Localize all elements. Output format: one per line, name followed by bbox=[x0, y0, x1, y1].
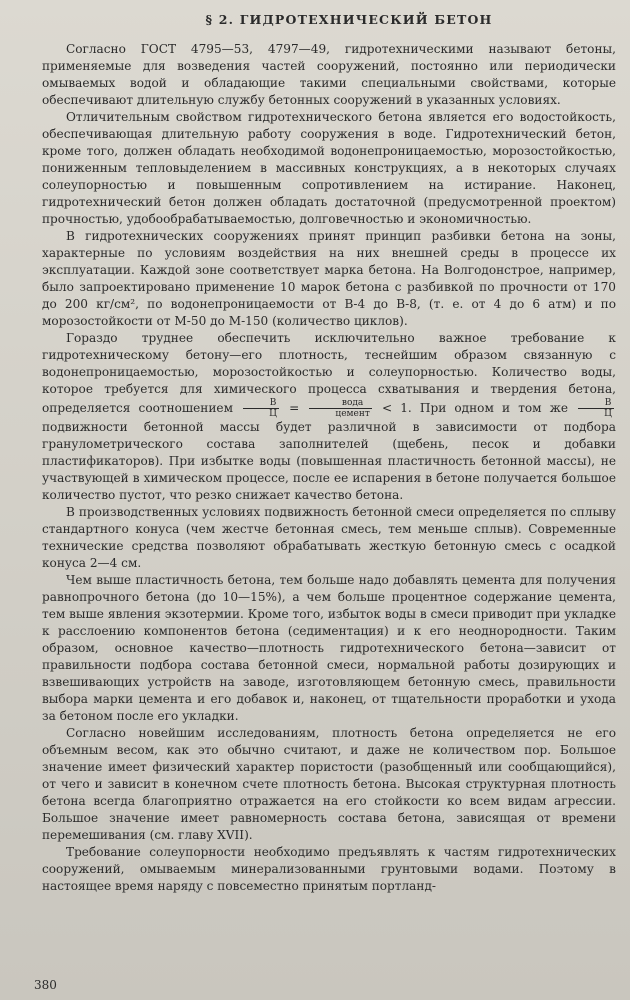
paragraph-2: Отличительным свойством гидротехнического бетона является его водостойкость, обеспечивающая длительную работу сооружения в воде. Гидротехнический бетон, кроме того, должен обладать необходимой водонепроницаемостью, морозостойкостью, пониженным тепловыделением в массивных конструкциях, а в некоторых случаях солеупорностью и повышенным сопротивлением на истирание. Наконец, гидротехнический бетон должен обладать достаточной (предусмотренной проектом) прочностью, удобообрабатываемостью, долговечностью и экономичностью. bbox=[42, 110, 616, 226]
fraction-denominator: цемент bbox=[335, 409, 370, 419]
paragraph-1: Согласно ГОСТ 4795—53, 4797—49, гидротехническими называют бетоны, применяемые для возведения частей сооружений, постоянно или периодически омываемых водой и обладающие такими специальными свойствами, которые обеспечивают длительную службу бетонных сооружений в указанных условиях. bbox=[42, 42, 616, 107]
paragraph-4-after: подвижности бетонной массы будет различной в зависимости от подбора гранулометрического состава заполнителей (щебень, песок и добавки пластификаторов). При избытке воды (повышенная пластичность бетонной массы), не участвующей в химическом процессе, после ее испарения в бетоне получается большое количество пустот, что резко снижает качество бетона. bbox=[42, 420, 616, 502]
fraction-w-c-2 bbox=[578, 398, 614, 419]
equals-sign: = bbox=[281, 401, 308, 415]
paragraph-4-middle: < 1. При одном и том же bbox=[373, 401, 577, 415]
paragraph-3: В гидротехнических сооружениях принят принцип разбивки бетона на зоны, характерные по условиям воздействия на них внешней среды в процессе их эксплуатации. Каждой зоне соответствует марка бетона. На Волгодонстрое, например, было запроектировано применение 10 марок бетона с разбивкой по прочности от 170 до 200 кг/см², по водонепроницаемости от В-4 до В-8, (т. е. от 4 до 6 атм) и по морозостойкости от М-50 до М-150 (количество циклов). bbox=[42, 229, 616, 328]
fraction-w-c bbox=[243, 398, 279, 419]
section-heading: § 2. ГИДРОТЕХНИЧЕСКИЙ БЕТОН bbox=[205, 12, 493, 27]
fraction-denominator: Ц bbox=[604, 409, 612, 419]
fraction-numerator: В bbox=[578, 398, 614, 409]
fraction-water-cement bbox=[309, 398, 371, 419]
paragraph-4 bbox=[42, 330, 616, 504]
page-number: 380 bbox=[34, 978, 57, 992]
fraction-numerator: В bbox=[243, 398, 279, 409]
paragraph-6: Чем выше пластичность бетона, тем больше надо добавлять цемента для получения равнопрочного бетона (до 10—15%), а чем больше процентное содержание цемента, тем выше явления экзотермии. Кроме того, избыток воды в смеси приводит при укладке к расслоению компонентов бетона (седиментация) и к его неоднородности. Таким образом, основное качество—плотность гидротехнического бетона—зависит от правильности подбора состава бетонной смеси, нормальной работы дозирующих и взвешивающих устройств на заводе, изготовляющем бетонную смесь, правильности выбора марки цемента и его добавок и, наконец, от тщательности проработки и ухода за бетоном после его укладки. bbox=[42, 573, 616, 723]
fraction-numerator: вода bbox=[309, 398, 371, 409]
paragraph-5: В производственных условиях подвижность бетонной смеси определяется по сплыву стандартного конуса (чем жестче бетонная смесь, тем меньше сплыв). Современные технические средства позволяют обрабатывать жесткую бетонную смесь с осадкой конуса 2—4 см. bbox=[42, 505, 616, 570]
fraction-denominator: Ц bbox=[269, 409, 277, 419]
paragraph-4-before: Гораздо труднее обеспечить исключительно важное требование к гидротехническому бетону—его плотность, теснейшим образом связанную с водонепроницаемостью, морозостойкостью и солеупорностью. Количество воды, которое требуется для химического процесса схватывания и твердения бетона, определяется соотношением bbox=[42, 331, 616, 415]
paragraph-8: Требование солеупорности необходимо предъявлять к частям гидротехнических сооружений, омываемым минерализованными грунтовыми водами. Поэтому в настоящее время наряду с повсеместно принятым портланд- bbox=[42, 845, 616, 893]
paragraph-7: Согласно новейшим исследованиям, плотность бетона определяется не его объемным весом, как это обычно считают, и даже не количеством пор. Большое значение имеет физический характер пористости (разобщенный или сообщающийся), от чего и зависит в конечном счете плотность бетона. Высокая структурная плотность бетона всегда благоприятно отражается на его стойкости ко всем видам агрессии. Большое значение имеет равномерность состава бетона, зависящая от времени перемешивания (см. главу XVII). bbox=[42, 726, 616, 842]
